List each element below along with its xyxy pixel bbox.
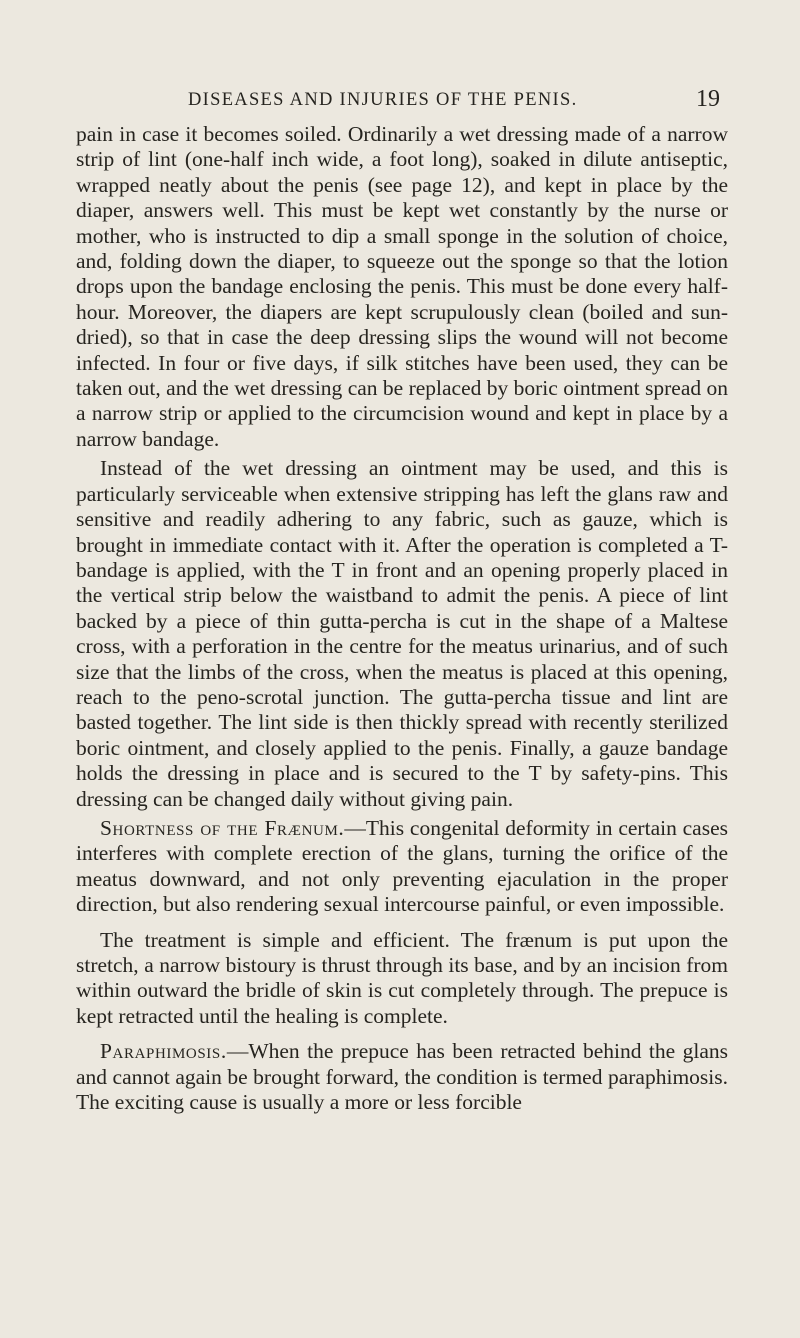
paragraph-shortness-of-frenum — [76, 816, 728, 918]
page-number: 19 — [696, 86, 720, 112]
page-header — [0, 86, 800, 120]
paragraph-text: pain in case it becomes soiled. Ordinarily a wet dressing made of a narrow strip of lint (one-half inch wide, a foot long), soaked in dilute antiseptic, wrapped neatly about the penis (see page 12), and kept in place by the diaper, answers well. This must be kept wet constantly by the nurse or mother, who is instructed to dip a small sponge in the solution of choice, and, folding down the diaper, to squeeze out the sponge so that the lotion drops upon the bandage enclosing the penis. This must be done every half-hour. Moreover, the diapers are kept scrupulously clean (boiled and sun-dried), so that in case the deep dressing slips the wound will not become infected. In four or five days, if silk stitches have been used, they can be taken out, and the wet dressing can be replaced by boric ointment spread on a narrow strip or applied to the circumcision wound and kept in place by a narrow bandage. — [76, 122, 728, 451]
section-heading-paraphimosis: Paraphimosis. — [100, 1039, 227, 1064]
body-text — [76, 122, 728, 1115]
paragraph-paraphimosis — [76, 1039, 728, 1115]
paragraph-ointment-dressing — [76, 456, 728, 812]
paragraph-text: The treatment is simple and efficient. The frænum is put upon the stretch, a narrow bistoury is thrust through its base, and by an incision from within outward the bridle of skin is cut completely through. The prepuce is kept retracted until the healing is complete. — [76, 927, 728, 1028]
section-heading-shortness-of-frenum: Shortness of the Frænum. — [100, 815, 345, 840]
paragraph-frenum-treatment — [76, 928, 728, 1030]
paragraph-text: —When the prepuce has been retracted behind the glans and cannot again be brought forward, the condition is termed paraphimosis. The exciting cause is usually a more or less forcible — [76, 1039, 728, 1115]
paragraph-text: —This congenital deformity in certain cases interferes with complete erection of the glans, turning the orifice of the meatus downward, and not only preventing ejaculation in the proper direction, but also rendering sexual intercourse painful, or even impossible. — [76, 815, 728, 917]
paragraph-text: Instead of the wet dressing an ointment may be used, and this is particularly serviceable when extensive stripping has left the glans raw and sensitive and readily adhering to any fabric, such as gauze, which is brought in immediate contact with it. After the operation is completed a T-bandage is applied, with the T in front and an opening properly placed in the vertical strip below the waistband to admit the penis. A piece of lint backed by a piece of thin gutta-percha is cut in the shape of a Maltese cross, with a perforation in the centre for the meatus urinarius, and of such size that the limbs of the cross, when the meatus is placed at this opening, reach to the peno-scrotal junction. The gutta-percha tissue and lint are basted together. The lint side is then thickly spread with recently sterilized boric ointment, and closely applied to the penis. Finally, a gauze bandage holds the dressing in place and is secured to the T by safety-pins. This dressing can be changed daily without giving pain. — [76, 456, 728, 811]
paragraph-wet-dressing — [76, 122, 728, 452]
running-head: DISEASES AND INJURIES OF THE PENIS. — [188, 90, 578, 110]
